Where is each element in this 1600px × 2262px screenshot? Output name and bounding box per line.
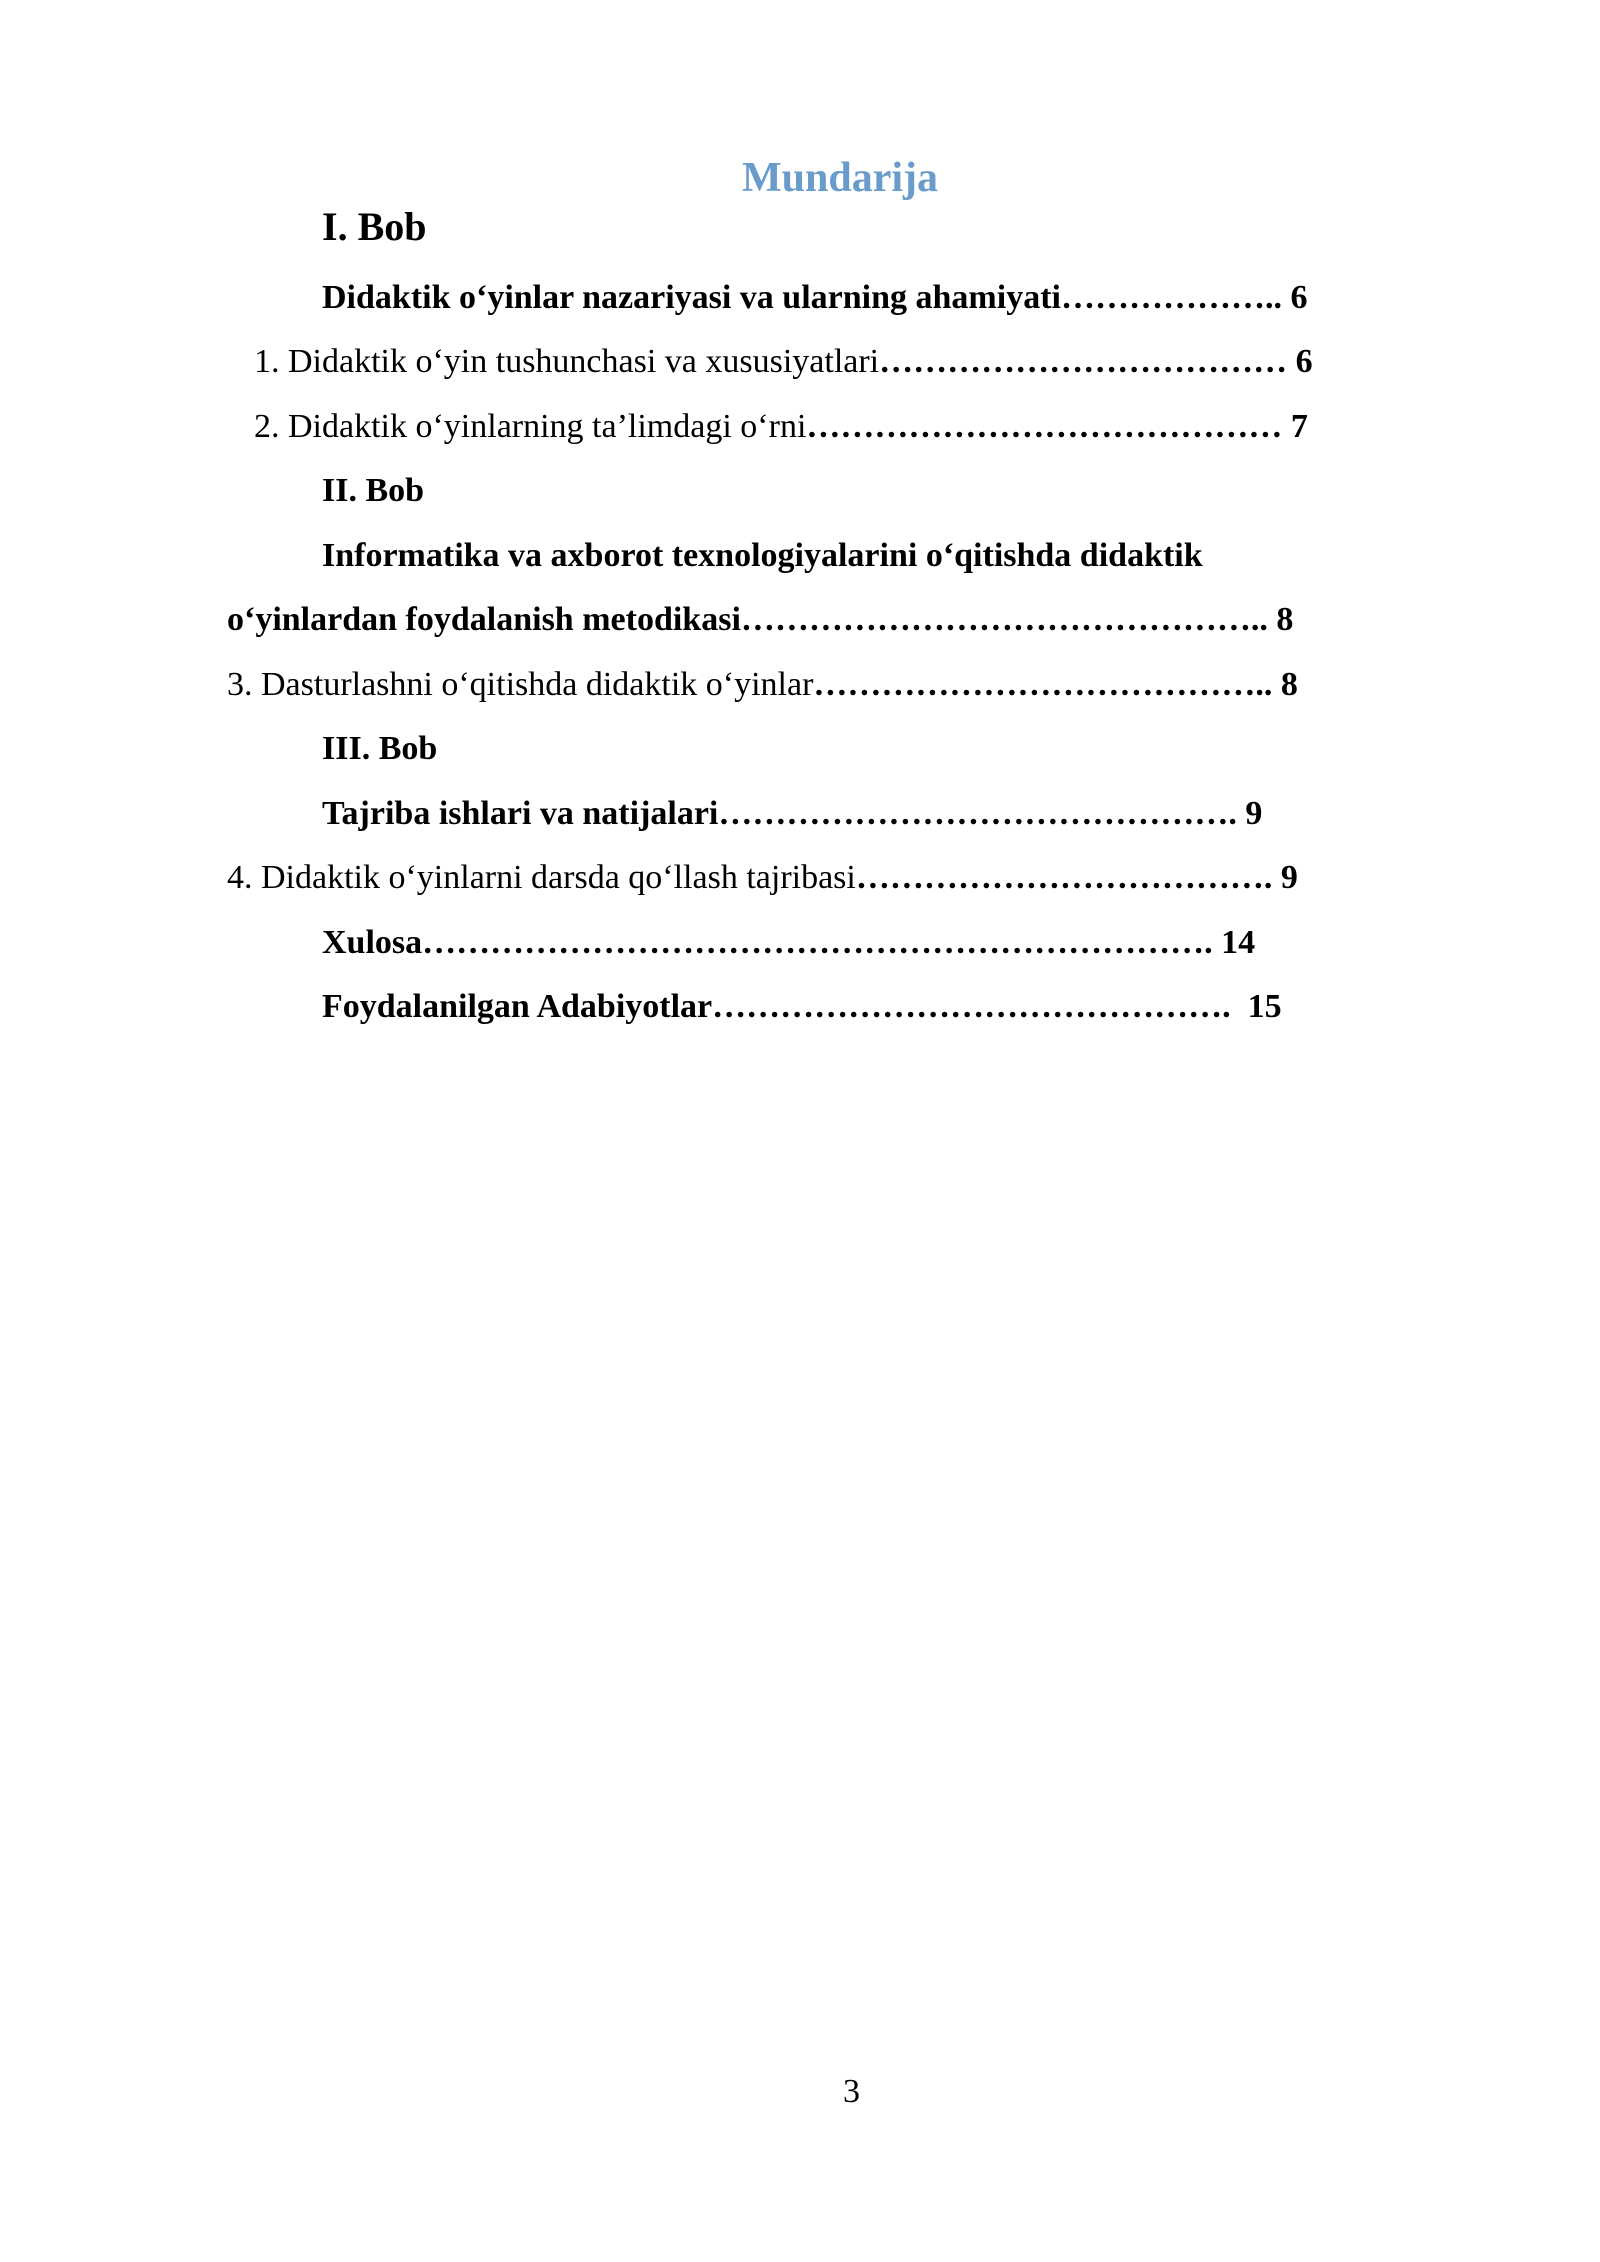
chapter-1-heading [322,203,427,251]
toc-entry-section-4 [227,854,1298,902]
toc-entry-chapter-2-title-line-2 [227,596,1293,644]
chapter-2-heading [322,467,424,515]
toc-page-number: 6 [1295,343,1313,380]
page-number: 3 [843,2073,860,2110]
toc-leader-dots: …………………………………… [806,408,1283,445]
toc-entry-conclusion [322,919,1255,967]
toc-page-number: 9 [1280,859,1298,896]
toc-entry-label: 2. Didaktik o‘yinlarning ta’limdagi o‘rni [254,408,807,445]
toc-page-number: 9 [1245,795,1263,832]
toc-page-number: 14 [1221,924,1256,961]
toc-leader-dots: ………………………………….. [813,666,1273,703]
toc-page-number: 8 [1276,601,1294,638]
toc-entry-chapter-3-title [322,790,1262,838]
chapter-1-label: I. Bob [322,204,427,249]
toc-page-number: 8 [1280,666,1298,703]
toc-entry-label: 4. Didaktik o‘yinlarni darsda qo‘llash tajribasi [227,859,856,896]
toc-entry-label: o‘yinlardan foydalanish metodikasi [227,601,741,638]
chapter-3-label: III. Bob [322,730,438,767]
toc-entry-section-2 [254,403,1308,451]
toc-entry-references [322,983,1282,1031]
toc-entry-label: Didaktik o‘yinlar nazariyasi va ularning ahamiyati [322,279,1061,316]
toc-page-number: 15 [1247,988,1282,1025]
toc-page-number: 7 [1290,408,1308,445]
toc-leader-dots: ……………………………………………………………. [422,924,1213,961]
toc-leader-dots: ………………………………. [855,859,1273,896]
toc-entry-label: 1. Didaktik o‘yin tushunchasi va xususiyatlari [254,343,880,380]
toc-entry-label: Informatika va axborot texnologiyalarini o‘qitishda didaktik [322,537,1203,574]
toc-entry-chapter-1-title [322,274,1307,322]
chapter-2-label: II. Bob [322,472,425,509]
toc-page-number: 6 [1290,279,1308,316]
toc-title: Mundarija [741,155,938,201]
toc-leader-dots: ……………………………… [879,343,1288,380]
toc-leader-dots: ………………………………………. [712,988,1231,1025]
toc-leader-dots: ……………….. [1060,279,1282,316]
toc-leader-dots: ………………………………………. [718,795,1237,832]
toc-entry-section-3 [227,661,1298,709]
toc-leader-dots: ……………………………………….. [740,601,1268,638]
toc-entry-label: Xulosa [322,924,423,961]
chapter-3-heading [322,725,437,773]
toc-entry-label: Tajriba ishlari va natijalari [322,795,719,832]
toc-entry-label: Foydalanilgan Adabiyotlar [322,988,713,1025]
toc-entry-section-1 [254,338,1313,386]
toc-entry-label: 3. Dasturlashni o‘qitishda didaktik o‘yinlar [227,666,814,703]
toc-entry-chapter-2-title-line-1 [322,532,1203,580]
